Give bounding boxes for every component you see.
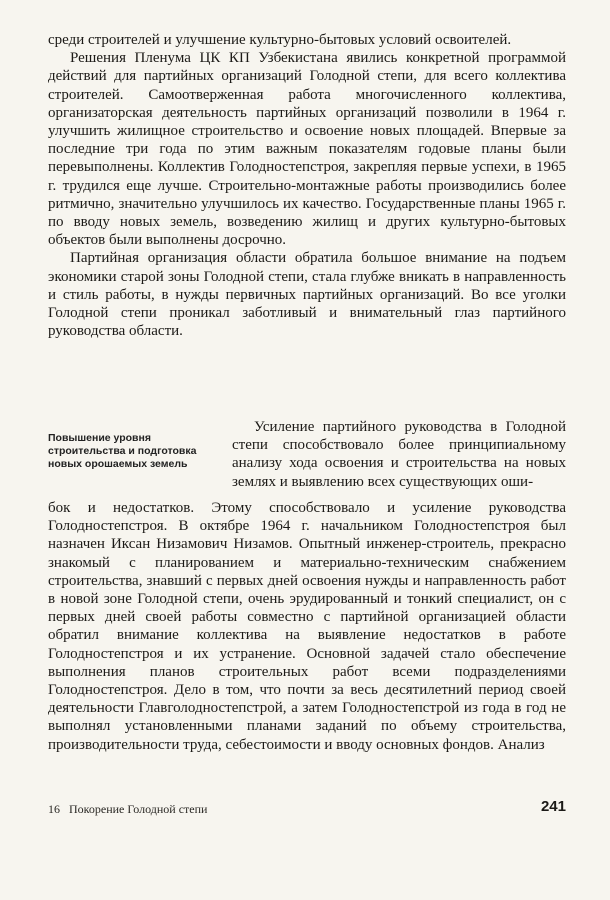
margin-heading: Повышение уровня строительства и подготовка новых орошаемых земель: [48, 432, 197, 470]
paragraph-continuation: среди строителей и улучшение культурно-бытовых условий освоителей.: [48, 32, 512, 48]
bottom-text-block: [48, 499, 566, 754]
printer-signature: [48, 802, 207, 817]
paragraph-party-organization: Партийная организация области обратила большое внимание на подъем экономики старой зоны Голодной степи, стала глубже вникать в направленность и стиль работы, в нужды первичных партийных организаций. Во все уголки Голодной степи проникал заботливый и внимательный глаз партийного руководства области.: [48, 250, 566, 340]
signature-number: 16: [48, 802, 60, 816]
paragraph-strengthening: Усиление партийного руководства в Голодной степи способствовало более принципиальному анализу хода освоения и строительства на новых землях и выявлению всех существующих оши-: [232, 419, 566, 490]
signature-title: Покорение Голодной степи: [69, 802, 208, 816]
page-number: 241: [540, 798, 566, 815]
paragraph-plenum: Решения Пленума ЦК КП Узбекистана явились конкретной программой действий для партийных организаций Голодной степи, для всего коллектива строителей. Самоотверженная работа многочисленного коллектива, организаторская деятельность партийных организаций позволили в 1964 г. улучшить жилищное строительство и освоение новых площадей. Впервые за последние три года по этим важным показателям годовые планы были перевыполнены. Коллектив Голодностепстроя, закрепляя первые успехи, в 1965 г. трудился еще лучше. Строительно-монтажные работы производились более ритмично, значительно улучшилось их качество. Государственные планы 1965 г. по вводу новых земель, возведению жилищ и других культурно-бытовых объектов были выполнены досрочно.: [48, 50, 566, 249]
paragraph-nizamov: бок и недостатков. Этому способствовало и усиление руководства Голодностепстроя. В октябре 1964 г. начальником Голодностепстроя был назначен Иксан Низамович Низамов. Опытный инженер-строитель, прекрасно знакомый с планированием и материально-техническим снабжением строительства, знавший с первых дней освоения нужды и направленность работ в новой зоне Голодной степи, очень эрудированный и тонкий специалист, он с первых дней своей работы совместно с партийной организацией области обратил внимание коллектива на выявление недостатков в работе Голодностепстроя и их устранение. Основной задачей стало обеспечение выполнения планов строительных работ всеми подразделениями Голодностепстроя. Дело в том, что почти за весь десятилетний период своей деятельности Главголодностепстрой, а затем Голодностепстрой из года в год не выполнял установленными планами заданий по объему строительства, производительности труда, себестоимости и вводу основных фондов. Анализ: [48, 500, 566, 753]
top-text-block: [48, 31, 566, 340]
side-text-block: [232, 418, 566, 491]
